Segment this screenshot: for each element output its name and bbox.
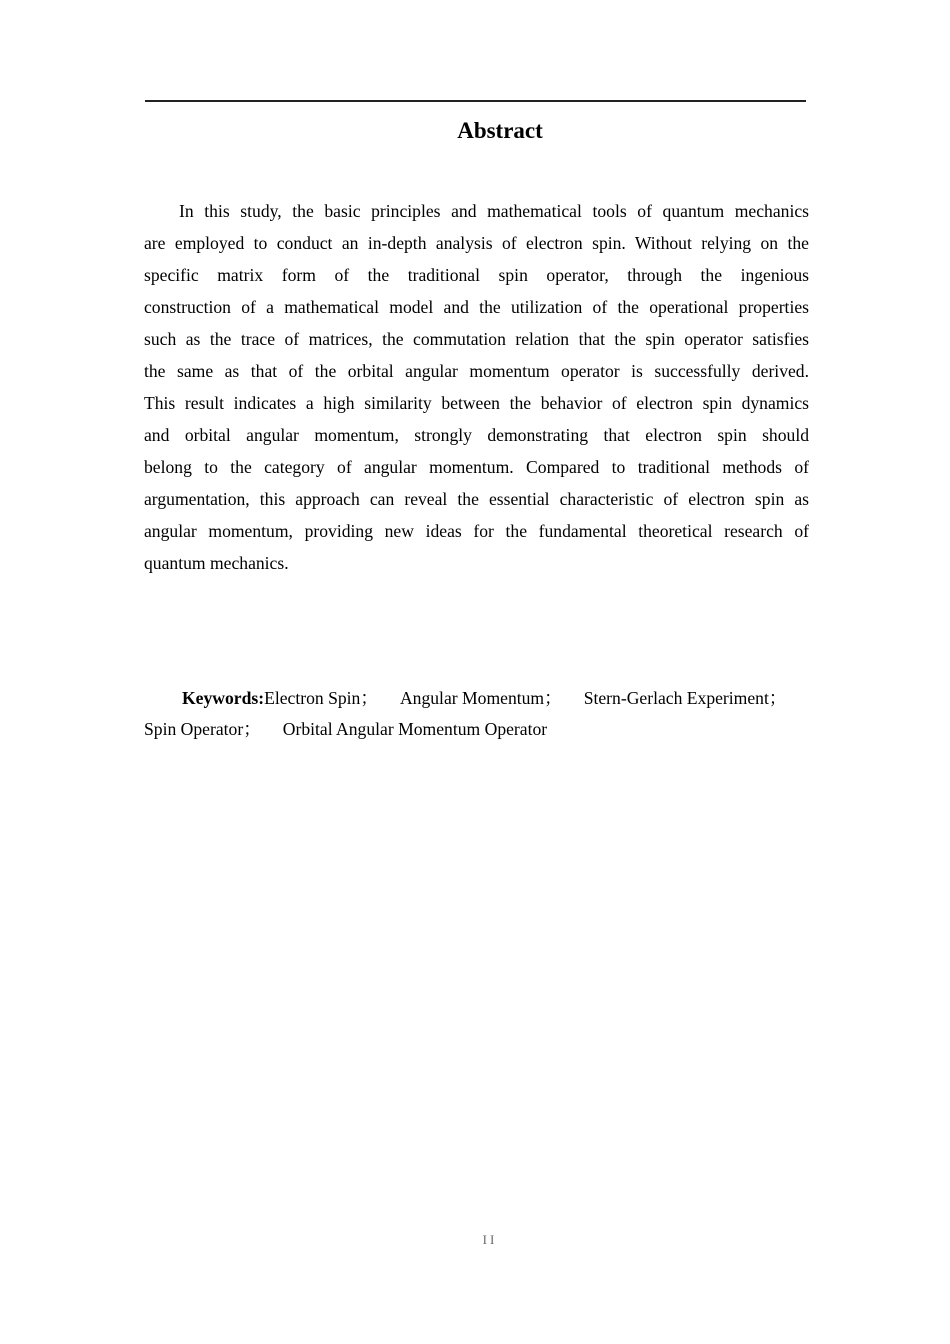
abstract-body [144, 197, 809, 581]
keyword: Orbital Angular Momentum Operator [282, 719, 548, 739]
abstract-line: In this study, the basic principles and mathematical tools of quantum mechanics [179, 201, 809, 221]
abstract-line: specific matrix form of the traditional spin operator, through the ingenious [144, 265, 809, 285]
page-number: II [482, 1232, 498, 1247]
abstract-line: belong to the category of angular momentum. Compared to traditional methods of [144, 457, 809, 477]
keywords-label: Keywords: [182, 688, 265, 708]
keywords [144, 683, 809, 745]
abstract-line: and orbital angular momentum, strongly demonstrating that electron spin should [144, 425, 809, 445]
page-title: Abstract [457, 118, 543, 143]
abstract-line: angular momentum, providing new ideas for the fundamental theoretical research of [144, 521, 809, 541]
abstract-line: This result indicates a high similarity between the behavior of electron spin dynamics [144, 393, 809, 413]
abstract-line: construction of a mathematical model and the utilization of the operational properties [144, 297, 809, 317]
abstract-line: the same as that of the orbital angular momentum operator is successfully derived. [144, 361, 809, 381]
abstract-line: such as the trace of matrices, the commutation relation that the spin operator satisfies [144, 329, 809, 349]
keyword: Electron Spin； [264, 688, 378, 708]
keyword: Spin Operator； [144, 719, 261, 739]
header-rule [145, 100, 806, 102]
abstract-line: argumentation, this approach can reveal the essential characteristic of electron spin as [144, 489, 809, 509]
keyword: Stern-Gerlach Experiment； [583, 688, 787, 708]
abstract-line: quantum mechanics. [144, 553, 289, 573]
keyword: Angular Momentum； [399, 688, 562, 708]
abstract-line: are employed to conduct an in-depth analysis of electron spin. Without relying on the [144, 233, 809, 253]
